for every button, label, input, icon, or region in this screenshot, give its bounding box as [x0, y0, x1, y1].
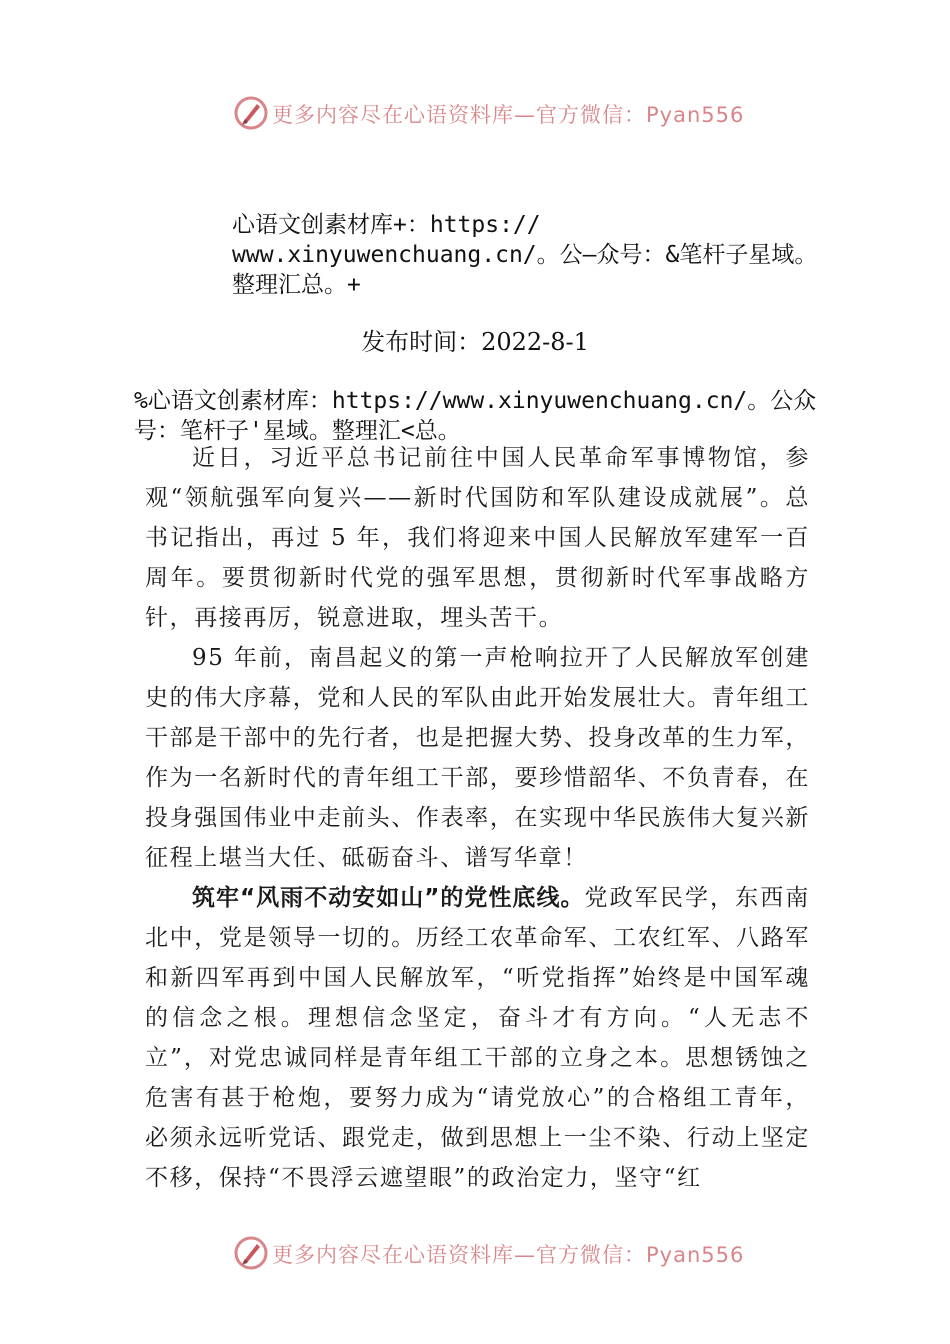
paragraph-3-body: 党政军民学，东西南北中，党是领导一切的。历经工农革命军、工农红军、八路军和新四军再到中国人民解放军，“听党指挥”始终是中国军魂的信念之根。理想信念坚定，奋斗才有方向。“人无志不立”，对党忠诚同样是青年组工干部的立身之本。思想锈蚀之危害有甚于枪炮，要努力成为“请党放心”的合格组工青年，必须永远听党话、跟党走，做到思想上一尘不染、行动上坚定不移，保持“不畏浮云遮望眼”的政治定力，坚守“红: [145, 885, 810, 1191]
paragraph-1: 近日，习近平总书记前往中国人民革命军事博物馆，参观“领航强军向复兴——新时代国防和军队建设成就展”。总书记指出，再过 5 年，我们将迎来中国人民解放军建军一百周年。要贯彻新时代党的强军思想，贯彻新时代军事战略方针，再接再厉，锐意进取，埋头苦干。: [145, 445, 810, 631]
source-note-line: %心语文创素材库：https://www.xinyuwenchuang.cn/。公众: [134, 388, 817, 414]
header-note-line: www.xinyuwenchuang.cn/。公—众号：&笔杆子星域。: [232, 242, 818, 268]
header-note: [232, 210, 852, 300]
watermark-header: [0, 93, 950, 133]
paragraph-3: [145, 878, 810, 1198]
source-note-line: 号：笔杆子'星域。整理汇<总。: [134, 418, 461, 444]
quill-logo-icon: [233, 95, 269, 131]
quill-logo-icon: [233, 1235, 269, 1271]
watermark-text: 更多内容尽在心语资料库—官方微信：Pyan556: [272, 1243, 745, 1267]
article-body: [145, 438, 810, 1198]
paragraph-2: 95 年前，南昌起义的第一声枪响拉开了人民解放军创建史的伟大序幕，党和人民的军队由此开始发展壮大。青年组工干部是干部中的先行者，也是把握大势、投身改革的生力军，作为一名新时代的青年组工干部，要珍惜韶华、不负青春，在投身强国伟业中走前头、作表率，在实现中华民族伟大复兴新征程上堪当大任、砥砺奋斗、谱写华章！: [145, 645, 810, 871]
source-note: [134, 386, 824, 446]
paragraph-3-heading: 筑牢“风雨不动安如山”的党性底线。: [192, 885, 585, 911]
publish-date: 发布时间：2022-8-1: [361, 328, 589, 356]
watermark-text: 更多内容尽在心语资料库—官方微信：Pyan556: [272, 103, 745, 127]
watermark-footer: [0, 1233, 950, 1273]
header-note-line: 整理汇总。+: [232, 272, 361, 298]
header-note-line: 心语文创素材库+：https://: [232, 212, 541, 238]
